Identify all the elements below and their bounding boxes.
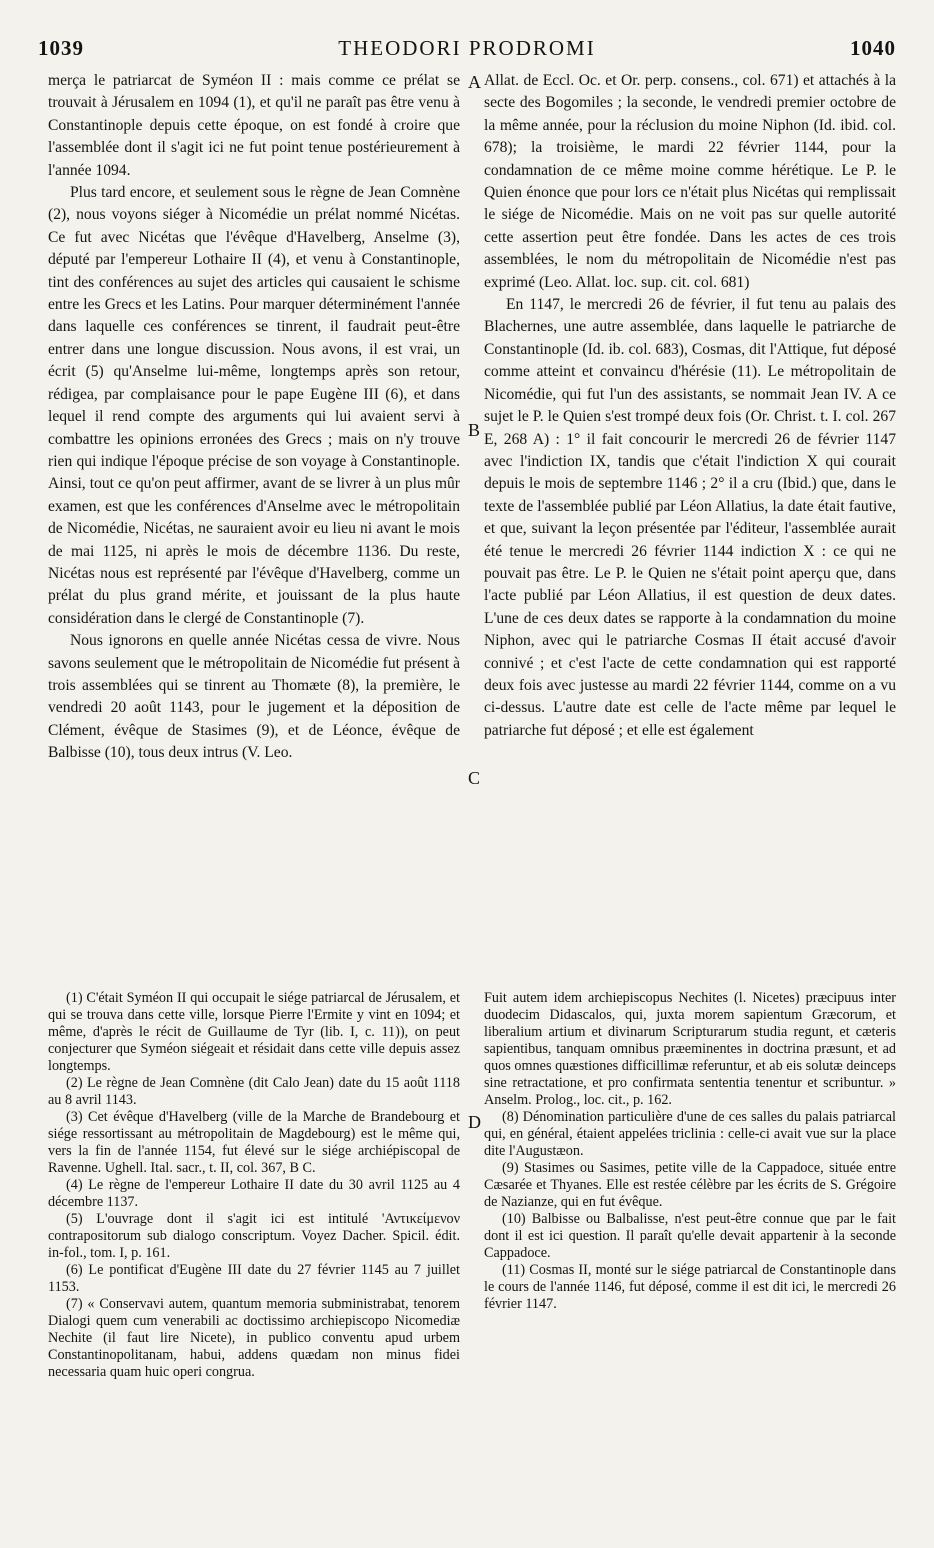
footnote: (6) Le pontificat d'Eugène III date du 27 février 1145 au 7 juillet 1153. xyxy=(48,1262,460,1295)
footnote: (7) « Conservavi autem, quantum memoria subministrabat, tenorem Dialogi quem cum venerabili ac doctissimo archiepiscopo Nicomediæ Nechite (il faut lire Nicete), in publico conventu apud urbem Constantinopolitanam, habui, addens quædam non minus fidei necessaria quam huic operi congrua. xyxy=(48,1296,460,1380)
main-text-right-column xyxy=(484,70,896,742)
footnote-continuation: Fuit autem idem archiepiscopus Nechites (l. Nicetes) præcipuus inter duodecim Didascalos, qui, juxta morem sapientum Græcorum, et liberalium artium et divinarum Scripturarum studia regunt, et cæteris sapientibus, tanquam omnibus præeminentes in doctrina præsunt, et ad quos omnes quæstiones difficillimæ referuntur, et ab eis solutæ deinceps sine retractatione, et pro confirmata sententia tenentur et scribuntur. » Anselm. Prolog., loc. cit., p. 162. xyxy=(484,990,896,1108)
footnote: (8) Dénomination particulière d'une de ces salles du palais patriarcal qui, en général, étaient appelées triclinia : celle-ci avait vue sur la place dite l'Augustæon. xyxy=(484,1109,896,1159)
left-column-number: 1039 xyxy=(38,36,84,60)
margin-letter-a: A xyxy=(468,72,481,92)
running-title: THEODORI PRODROMI xyxy=(338,36,596,60)
right-column-number: 1040 xyxy=(850,36,896,60)
paragraph: merça le patriarcat de Syméon II : mais comme ce prélat se trouvait à Jérusalem en 1094 (1), et qu'il ne paraît pas être venu à Constantinople depuis cette époque, on est fondé à croire que l'assemblée dont il s'agit ici ne fut point tenue postérieurement à l'année 1094. xyxy=(48,72,460,179)
paragraph: Nous ignorons en quelle année Nicétas cessa de vivre. Nous savons seulement que le métropolitain de Nicomédie fut présent à trois assemblées qui se tinrent au Thomæte (8), la première, le vendredi 20 août 1143, pour le jugement et la déposition de Clément, évêque de Stasimes (9), et de Léonce, évêque de Balbisse (10), tous deux intrus (V. Leo. xyxy=(48,632,460,762)
margin-letter-d: D xyxy=(468,1112,481,1132)
footnote: (1) C'était Syméon II qui occupait le siége patriarcal de Jérusalem, et qui se trouva dans cette ville, lorsque Pierre l'Ermite y vint en 1094; et même, d'après le récit de Guillaume de Tyr (lib. I, c. 11)), on peut conjecturer que Syméon siégeait et résidait dans cette ville depuis assez longtemps. xyxy=(48,990,460,1074)
margin-letter-b: B xyxy=(468,420,481,440)
footnote: (9) Stasimes ou Sasimes, petite ville de la Cappadoce, située entre Cæsarée et Thyanes. Elle est restée célèbre par les écrits de S. Grégoire de Nazianze, qui en fut évêque. xyxy=(484,1160,896,1210)
paragraph: Allat. de Eccl. Oc. et Or. perp. consens., col. 671) et attachés à la secte des Bogomiles ; la seconde, le vendredi premier octobre de la même année, pour la réclusion du moine Niphon (Id. ibid. col. 678); la troisième, le mardi 22 février 1144, pour la condamnation de ce même moine comme hérétique. Le P. le Quien énonce que pour lors ce n'était plus Nicétas qui remplissait le siége de Nicomédie. Mais on ne voit pas sur quelle autorité cette assertion peut être fondée. Dans les actes de ces trois assemblées, le nom du métropolitain de Nicomédie n'est pas exprimé (Leo. Allat. loc. sup. cit. col. 681) xyxy=(484,72,896,291)
footnote: (4) Le règne de l'empereur Lothaire II date du 30 avril 1125 au 4 décembre 1137. xyxy=(48,1177,460,1210)
footnote: (2) Le règne de Jean Comnène (dit Calo Jean) date du 15 août 1118 au 8 avril 1143. xyxy=(48,1075,460,1108)
footnote: (5) L'ouvrage dont il s'agit ici est intitulé 'Αντικείμενον contrapositorum sub dialogo conscriptum. Voyez Dacher. Spicil. édit. in-fol., tom. I, p. 161. xyxy=(48,1211,460,1261)
running-header xyxy=(38,36,896,66)
main-text-left-column xyxy=(48,70,460,765)
footnote: (11) Cosmas II, monté sur le siége patriarcal de Constantinople dans le cours de l'année 1146, fut déposé, comme il est dit ici, le mercredi 26 février 1147. xyxy=(484,1262,896,1312)
footnote: (3) Cet évêque d'Havelberg (ville de la Marche de Brandebourg et siége ressortissant au métropolitain de Magdebourg) est le même qui, vers la fin de l'année 1154, fut élevé sur le siége archiépiscopal de Ravenne. Ughell. Ital. sacr., t. II, col. 367, B C. xyxy=(48,1109,460,1176)
paragraph: En 1147, le mercredi 26 de février, il fut tenu au palais des Blachernes, une autre assemblée, dans laquelle le patriarche de Constantinople (Id. ib. col. 683), Cosmas, dit l'Attique, fut déposé comme atteint et convaincu d'hérésie (11). Le métropolitain de Nicomédie, qui fut l'un des assistants, se nommait Jean IV. A ce sujet le P. le Quien s'est trompé deux fois (Or. Christ. t. I. col. 267 E, 268 A) : 1° il fait concourir le mercredi 26 de février 1147 avec l'indiction IX, tandis que c'était l'indiction X qui courait depuis le mois de septembre 1146 ; 2° il a cru (Ibid.) que, dans le texte de l'assemblée publié par Léon Allatius, la date était fautive, et que, suivant la leçon présentée par l'éditeur, l'assemblée aurait été tenue le mercredi 26 février 1144 indiction X : ce qui ne pouvait pas être. Le P. le Quien ne s'était point aperçu que, dans l'acte publié par Léon Allatius, il est question de deux dates. L'une de ces deux dates se rapporte à la condamnation du moine Niphon, avec qui le patriarche Cosmas II était accusé d'avoir connivé ; et c'est l'acte de cette condamnation qui est rapporté deux fois avec justesse au mardi 22 février 1144, comme on a vu ci-dessus. L'autre date est celle de l'acte même par lequel le patriarche fut déposé ; et elle est également xyxy=(484,296,896,739)
footnotes-left-column xyxy=(48,990,460,1381)
margin-letter-c: C xyxy=(468,768,481,788)
paragraph: Plus tard encore, et seulement sous le règne de Jean Comnène (2), nous voyons siéger à Nicomédie un prélat nommé Nicétas. Ce fut avec Nicétas que l'évêque d'Havelberg, Anselme (3), député par l'empereur Lothaire II (4), et venu à Constantinople, tint des conférences au sujet des articles qui causaient le schisme entre les Grecs et les Latins. Pour marquer déterminément l'année dans laquelle ces conférences se tinrent, il faudrait peut-être entrer dans une longue discussion. Nous avons, il est vrai, un écrit (5) qu'Anselme lui-même, longtemps après son retour, rédigea, par complaisance pour le pape Eugène III (6), et dans lequel il rend compte des arguments qui lui avaient servi à combattre les opinions erronées des Grecs ; mais on n'y trouve rien qui indique l'époque précise de son voyage à Constantinople. Ainsi, tout ce qu'on peut affirmer, avant de se livrer à un plus mûr examen, est que les conférences d'Anselme avec le métropolitain de Nicomédie, Nicétas, ne sauraient avoir eu lieu ni avant le mois de mai 1125, ni après le mois de décembre 1136. Du reste, Nicétas nous est représenté par l'évêque d'Havelberg, comme un prélat du plus grand mérite, et jouissant de la plus haute considération dans le clergé de Constantinople (7). xyxy=(48,184,460,627)
footnotes-right-column xyxy=(484,990,896,1313)
footnote: (10) Balbisse ou Balbalisse, n'est peut-être connue que par le fait dont il est ici question. Il paraît qu'elle devait appartenir à la seconde Cappadoce. xyxy=(484,1211,896,1261)
